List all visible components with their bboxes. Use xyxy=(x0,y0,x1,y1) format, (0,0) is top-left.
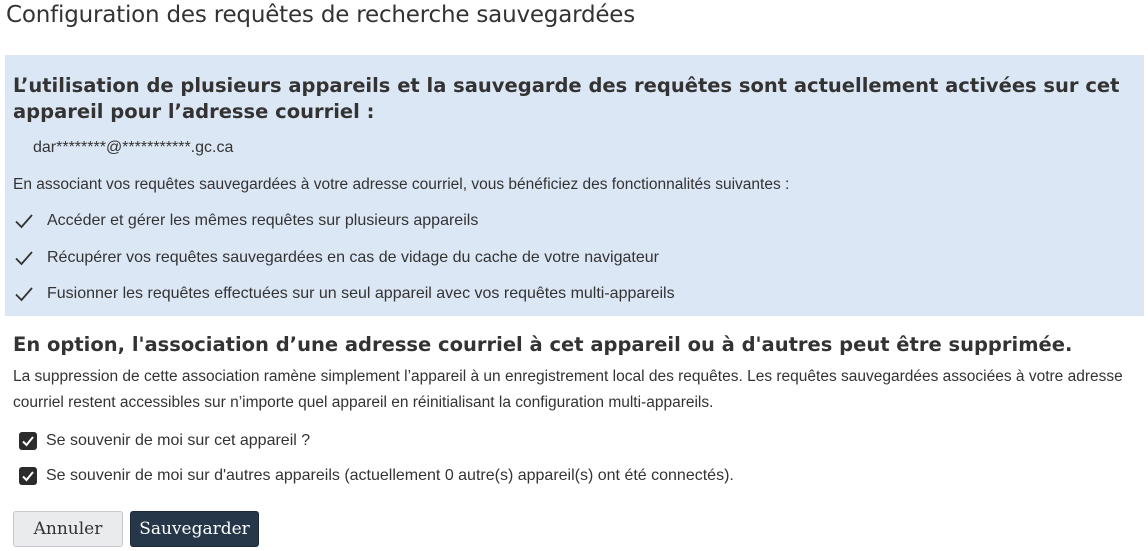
checkbox-label: Se souvenir de moi sur cet appareil ? xyxy=(46,432,311,449)
benefit-text: Fusionner les requêtes effectuées sur un seul appareil avec vos requêtes multi-appareils xyxy=(47,285,675,302)
benefit-text: Récupérer vos requêtes sauvegardées en cas de vidage du cache de votre navigateur xyxy=(47,249,659,266)
benefits-intro: En associant vos requêtes sauvegardées à votre adresse courriel, vous bénéficiez des fonctionnalités suivantes : xyxy=(13,176,790,193)
cancel-button[interactable]: Annuler xyxy=(13,511,123,547)
checkbox-checked[interactable] xyxy=(19,432,37,450)
benefit-text: Accéder et gérer les mêmes requêtes sur plusieurs appareils xyxy=(47,212,479,229)
masked-email: dar********@***********.gc.ca xyxy=(33,139,234,156)
check-icon xyxy=(21,469,35,483)
checkmark-icon xyxy=(13,210,35,232)
page-title: Configuration des requêtes de recherche sauvegardées xyxy=(6,2,636,28)
checkbox-label: Se souvenir de moi sur d'autres appareils (actuellement 0 autre(s) appareil(s) ont été connectés). xyxy=(46,467,734,484)
multi-device-info-panel xyxy=(5,55,1144,316)
checkmark-icon xyxy=(13,283,35,305)
checkmark-icon xyxy=(13,247,35,269)
option-description: La suppression de cette association ramène simplement l’appareil à un enregistrement local des requêtes. Les requêtes sauvegardées associées à votre adresse courriel restent accessibles sur n’importe quel appareil en réinitialisant la configuration multi-appareils. xyxy=(13,368,1123,411)
option-heading: En option, l'association d’une adresse courriel à cet appareil ou à d'autres peut être supprimée. xyxy=(13,333,1073,356)
check-icon xyxy=(21,434,35,448)
checkbox-checked[interactable] xyxy=(19,467,37,485)
save-button[interactable]: Sauvegarder xyxy=(130,511,259,547)
info-heading: L’utilisation de plusieurs appareils et la sauvegarde des requêtes sont actuellement activées sur cet appareil pour l’adresse courriel : xyxy=(13,74,1120,123)
